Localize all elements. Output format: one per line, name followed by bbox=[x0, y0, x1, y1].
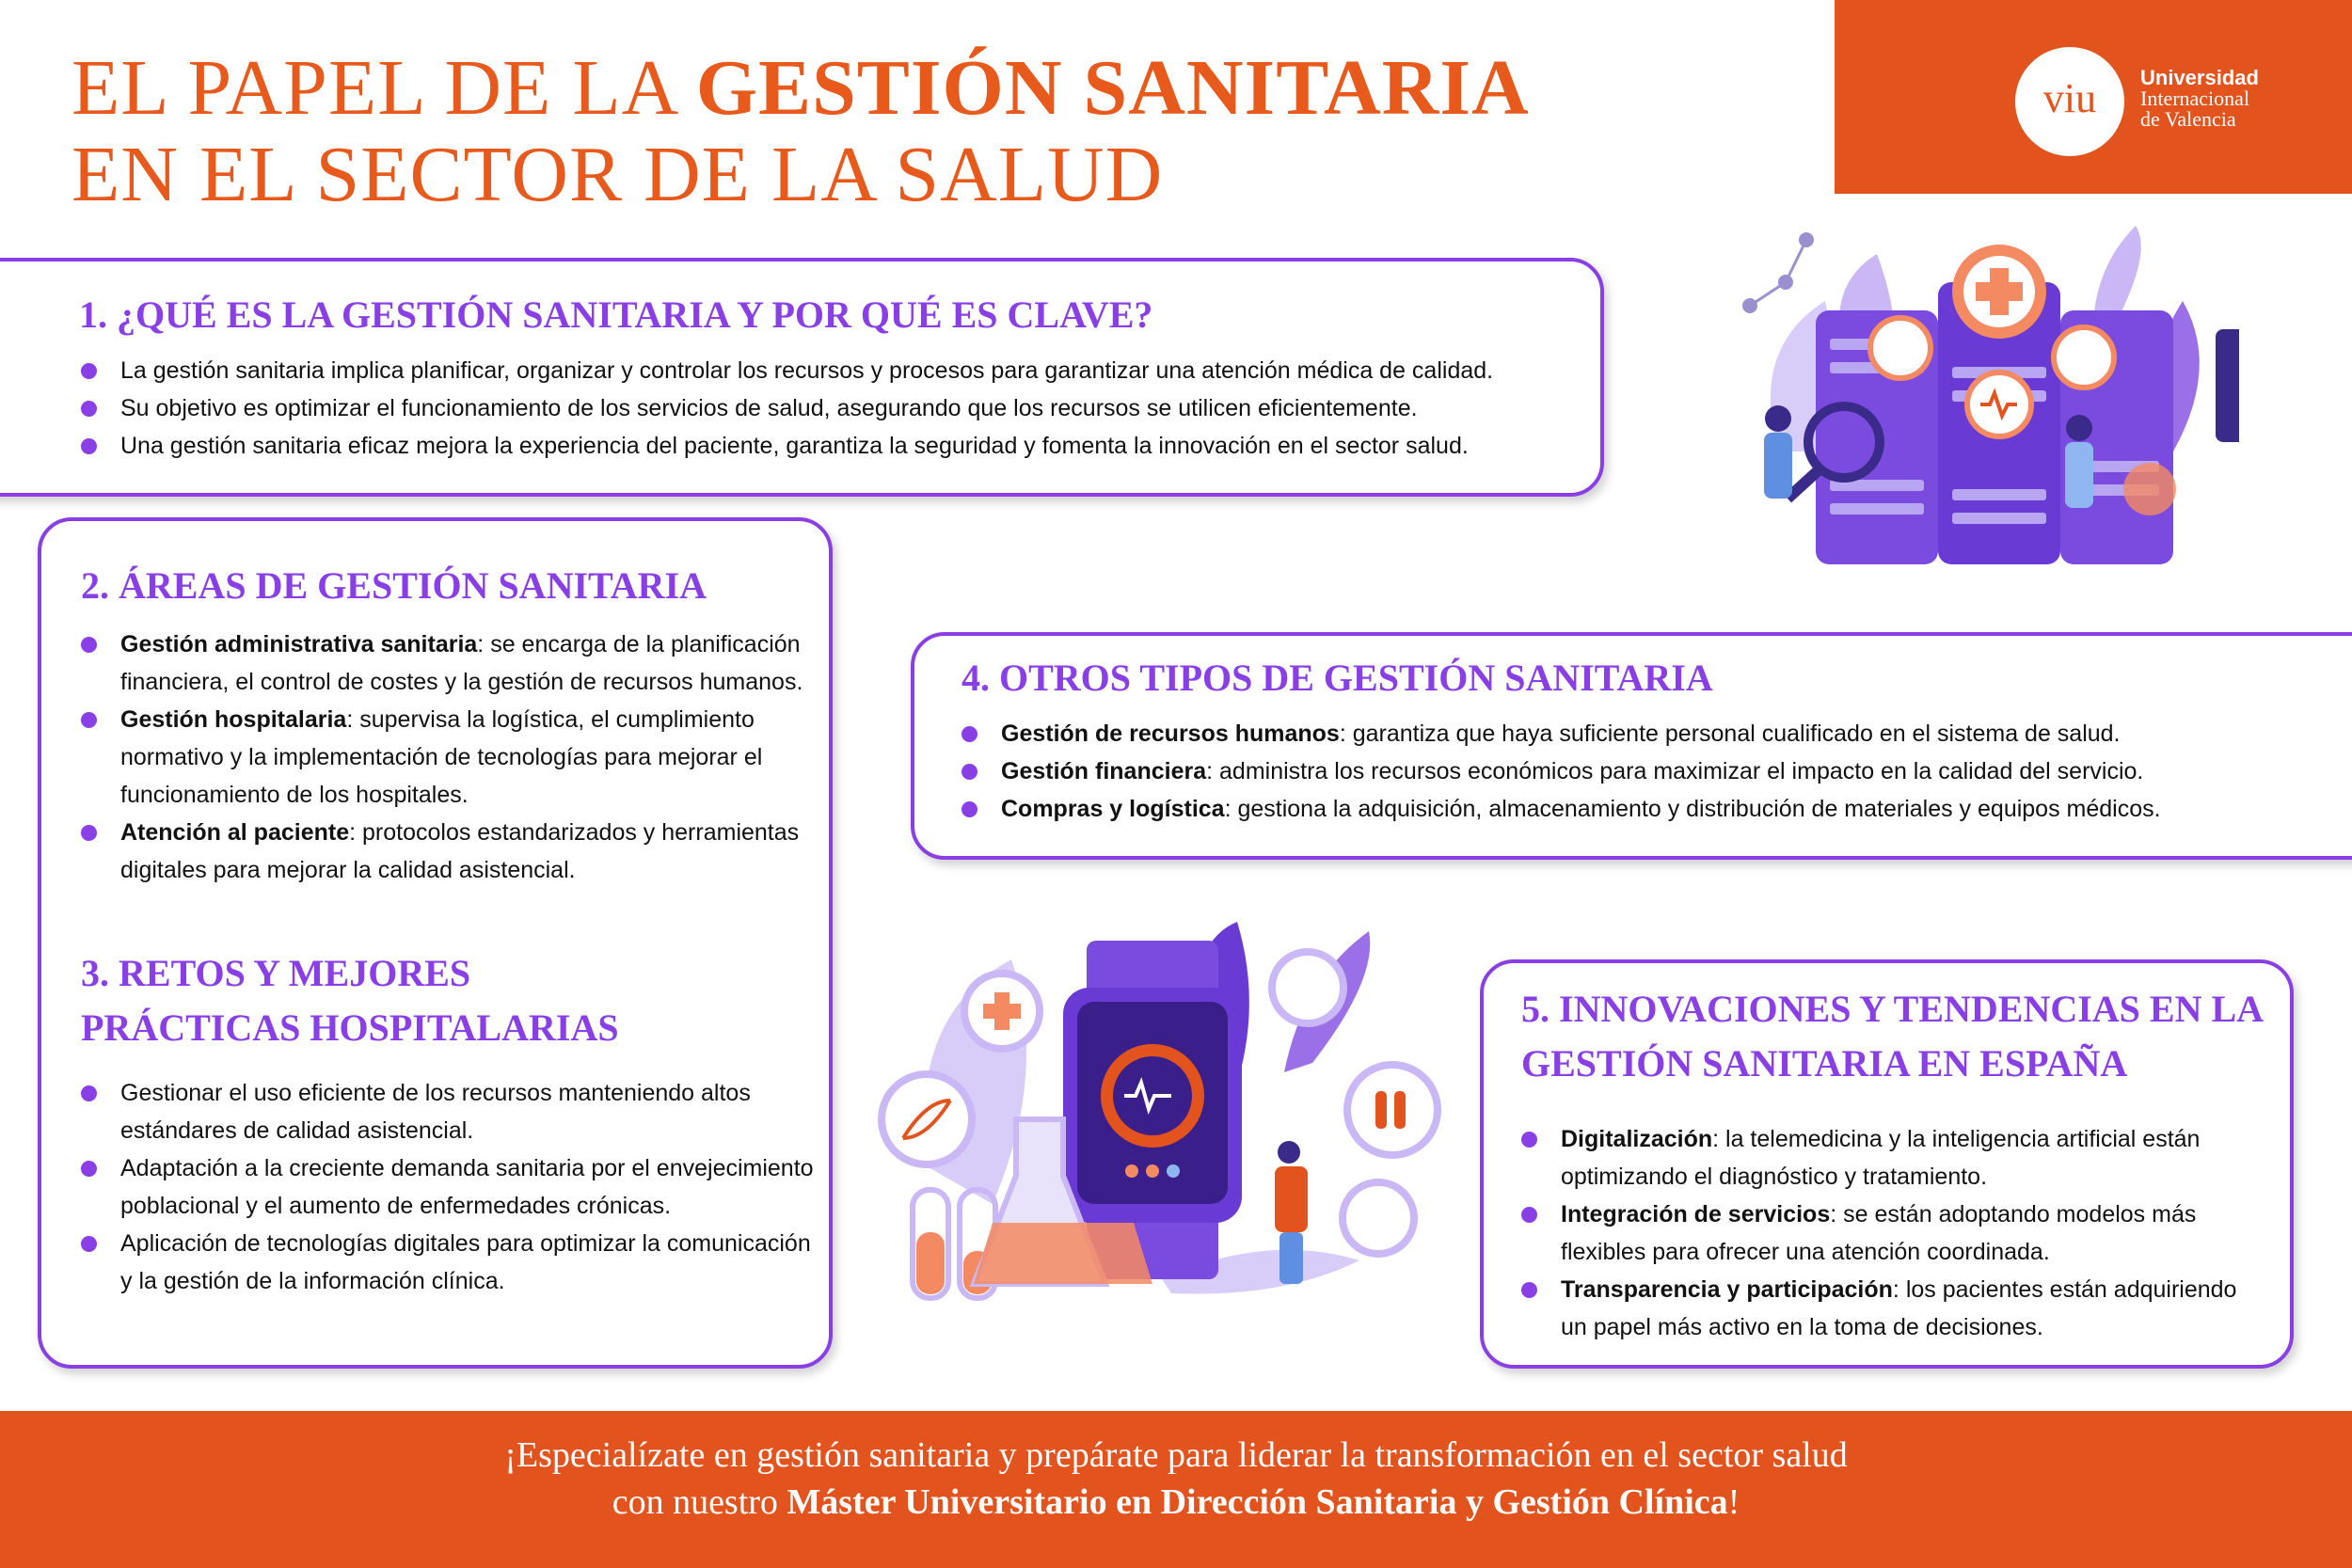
list-item: La gestión sanitaria implica planificar, organizar y controlar los recursos y procesos para garantizar una atención médica de calidad. bbox=[81, 352, 1493, 389]
list-item: Gestión hospitalaria: supervisa la logística, el cumplimiento normativo y la implementación de tecnologías para mejorar el funcionamiento de los hospitales. bbox=[81, 701, 815, 814]
section-5-heading: 5. INNOVACIONES Y TENDENCIAS EN LA GESTIÓN SANITARIA EN ESPAÑA bbox=[1521, 988, 2265, 1085]
list-item: Gestionar el uso eficiente de los recursos manteniendo altos estándares de calidad asistencial. bbox=[81, 1074, 815, 1149]
list-item: Atención al paciente: protocolos estandarizados y herramientas digitales para mejorar la calidad asistencial. bbox=[81, 814, 815, 889]
title-line-1: EL PAPEL DE LA GESTIÓN SANITARIA bbox=[72, 44, 1530, 132]
list-item: Digitalización: la telemedicina y la inteligencia artificial están optimizando el diagnóstico y tratamiento. bbox=[1521, 1120, 2265, 1196]
section-4-card bbox=[911, 632, 2352, 860]
university-logo[interactable] bbox=[1835, 0, 2352, 194]
list-item: Gestión administrativa sanitaria: se encarga de la planificación financiera, el control de costes y la gestión de recursos humanos. bbox=[81, 626, 815, 701]
master-program-link[interactable]: Máster Universitario en Dirección Sanitaria y Gestión Clínica bbox=[787, 1482, 1728, 1522]
smartwatch-health-illustration bbox=[870, 922, 1444, 1317]
medical-servers-illustration bbox=[1712, 216, 2239, 574]
section-1-list bbox=[81, 352, 1493, 465]
logo-text: Universidad Internacional de Valencia bbox=[2140, 66, 2259, 131]
list-item: Una gestión sanitaria eficaz mejora la experiencia del paciente, garantiza la seguridad y fomenta la innovación en el sector salud. bbox=[81, 427, 1493, 465]
list-item: Adaptación a la creciente demanda sanitaria por el envejecimiento poblacional y el aumento de enfermedades crónicas. bbox=[81, 1149, 815, 1225]
list-item: Transparencia y participación: los pacientes están adquiriendo un papel más activo en la toma de decisiones. bbox=[1521, 1271, 2265, 1346]
viu-logo-mark: viu bbox=[2015, 47, 2124, 156]
section-4-heading: 4. OTROS TIPOS DE GESTIÓN SANITARIA bbox=[961, 657, 1713, 699]
section-3-list bbox=[81, 1074, 815, 1300]
person-figure bbox=[1278, 1141, 1300, 1164]
person-figure bbox=[2066, 415, 2092, 441]
section-2-heading: 2. ÁREAS DE GESTIÓN SANITARIA bbox=[81, 564, 707, 607]
section-4-list bbox=[961, 715, 2161, 828]
section-1-heading: 1. ¿QUÉ ES LA GESTIÓN SANITARIA Y POR QUÉ ES CLAVE? bbox=[79, 293, 1153, 336]
footer-line-2: con nuestro Máster Universitario en Dirección Sanitaria y Gestión Clínica! bbox=[612, 1482, 1740, 1522]
person-figure bbox=[1765, 405, 1791, 432]
list-item: Gestión de recursos humanos: garantiza que haya suficiente personal cualificado en el sistema de salud. bbox=[961, 715, 2161, 752]
test-tubes-icon bbox=[1347, 1065, 1438, 1155]
page-title bbox=[72, 45, 1530, 218]
list-item: Gestión financiera: administra los recursos económicos para maximizar el impacto en la calidad del servicio. bbox=[961, 752, 2161, 790]
section-5-list bbox=[1521, 1120, 2265, 1346]
title-line-2: EN EL SECTOR DE LA SALUD bbox=[72, 131, 1164, 218]
section-3-heading: 3. RETOS Y MEJORES PRÁCTICAS HOSPITALARIAS bbox=[81, 952, 619, 1049]
footer-cta-banner[interactable] bbox=[0, 1411, 2352, 1568]
dna-icon bbox=[882, 1074, 972, 1164]
section-2-list bbox=[81, 626, 815, 889]
microscope-icon bbox=[2216, 329, 2239, 442]
dna-icon bbox=[2054, 327, 2114, 388]
microscope-icon bbox=[1272, 952, 1343, 1023]
list-item: Su objetivo es optimizar el funcionamiento de los servicios de salud, asegurando que los recursos se utilicen eficientemente. bbox=[81, 389, 1493, 427]
section-1-card bbox=[0, 258, 1604, 497]
list-item: Integración de servicios: se están adoptando modelos más flexibles para ofrecer una atención coordinada. bbox=[1521, 1196, 2265, 1271]
list-item: Compras y logística: gestiona la adquisición, almacenamiento y distribución de materiales y equipos médicos. bbox=[961, 790, 2161, 828]
list-item: Aplicación de tecnologías digitales para optimizar la comunicación y la gestión de la información clínica. bbox=[81, 1225, 815, 1300]
section-5-card bbox=[1480, 959, 2294, 1369]
flask-icon bbox=[1870, 318, 1931, 378]
section-2-3-card bbox=[38, 517, 833, 1369]
footer-line-1: ¡Especialízate en gestión sanitaria y prepárate para liderar la transformación en el sector salud bbox=[504, 1435, 1848, 1475]
flask-icon bbox=[1343, 1182, 1414, 1254]
